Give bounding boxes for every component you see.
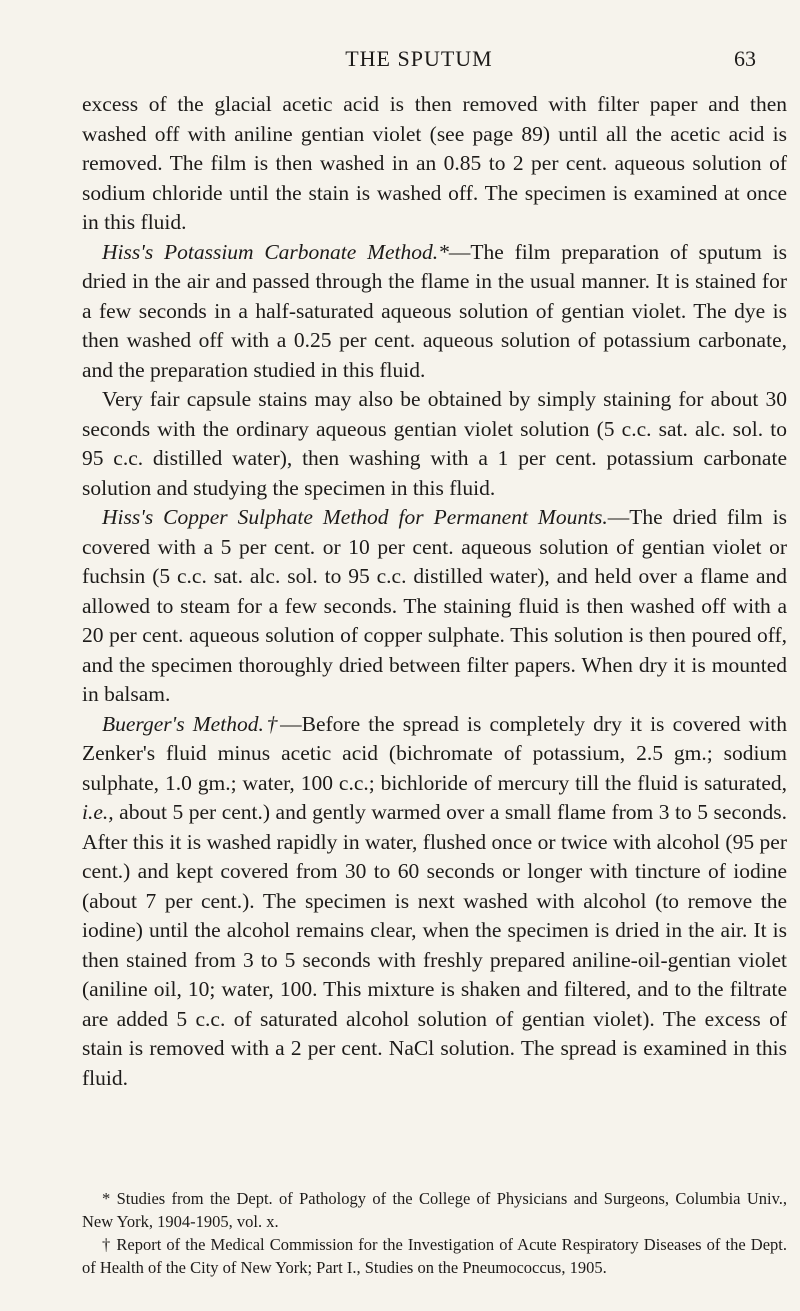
paragraph-acetic-acid: excess of the glacial acetic acid is then removed with filter paper and then washed off with aniline gentian violet (see page 89) until all the acetic acid is removed. The film is then washed in an 0.85 to 2 per cent. aqueous solution of sodium chloride until the stain is washed off. The specimen is examined at once in this fluid. — [82, 92, 787, 234]
method-heading-buerger: Buerger's Method.† — [102, 711, 281, 736]
page-number: 63 — [734, 46, 756, 71]
method-heading-copper-sulphate: Hiss's Copper Sulphate Method for Permanent Mounts. — [102, 505, 608, 529]
method-text-copper-sulphate: —The dried film is covered with a 5 per cent. or 10 per cent. aqueous solution of gentian violet or fuchsin (5 c.c. sat. alc. sol. to 95 c.c. distilled water), and held over a flame and allowed to steam for a few seconds. The staining fluid is then washed off with a 20 per cent. aqueous solution of copper sulphate. This solution is then poured off, and the specimen thoroughly dried between filter papers. When dry it is mounted in balsam. — [82, 505, 787, 706]
paragraph-copper-sulphate-method — [82, 503, 787, 710]
paragraph-buerger-method — [82, 710, 787, 1094]
method-text-potassium-carbonate: —The film preparation of sputum is dried in the air and passed through the flame in the usual manner. It is stained for a few seconds in a half-saturated aqueous solution of gentian violet. The dye is then washed off with a 0.25 per cent. aqueous solution of potassium carbonate, and the preparation studied in this fluid. — [82, 239, 787, 382]
footnotes — [82, 1187, 787, 1279]
method-text-buerger-part2: about 5 per cent.) and gently warmed over a small flame from 3 to 5 seconds. After this it is washed rapidly in water, flushed once or twice with alcohol (95 per cent.) and kept covered from 30 to 60 seconds or longer with tincture of iodine (about 7 per cent.). The specimen is next washed with alcohol (to remove the iodine) until the alcohol remains clear, when the specimen is dried in the air. It is then stained from 3 to 5 seconds with freshly prepared aniline-oil-gentian violet (aniline oil, 10; water, 100. This mixture is shaken and filtered, and to the filtrate are added 5 c.c. of saturated alcohol solution of gentian violet). The excess of stain is removed with a 2 per cent. NaCl solution. The spread is examined in this fluid. — [82, 800, 787, 1090]
method-heading-potassium-carbonate: Hiss's Potassium Carbonate Method.* — [102, 239, 449, 264]
method-text-buerger-part1: —Before the spread is completely dry it is covered with Zenker's fluid minus acetic acid (bichromate of potassium, 2.5 gm.; sodium sulphate, 1.0 gm.; water, 100 c.c.; bichloride of mercury till the fluid is saturated, — [82, 711, 787, 795]
body-text — [82, 90, 787, 1093]
running-head — [82, 42, 756, 78]
running-title: THE SPUTUM — [345, 46, 493, 71]
paragraph-capsule-stains: Very fair capsule stains may also be obtained by simply staining for about 30 seconds with the ordinary aqueous gentian violet solution (5 c.c. sat. alc. sol. to 95 c.c. distilled water), then washing with a 1 per cent. potassium carbonate solution and studying the specimen in this fluid. — [82, 387, 787, 500]
paragraph-potassium-carbonate-method — [82, 238, 787, 386]
footnote-asterisk: * Studies from the Dept. of Pathology of the College of Physicians and Surgeons, Columbia Univ., New York, 1904-1905, vol. x. — [82, 1189, 787, 1231]
ie-abbreviation: i.e., — [82, 800, 114, 824]
footnote-dagger: † Report of the Medical Commission for the Investigation of Acute Respiratory Diseases of the Dept. of Health of the City of New York; Part I., Studies on the Pneumococcus, 1905. — [82, 1235, 787, 1277]
